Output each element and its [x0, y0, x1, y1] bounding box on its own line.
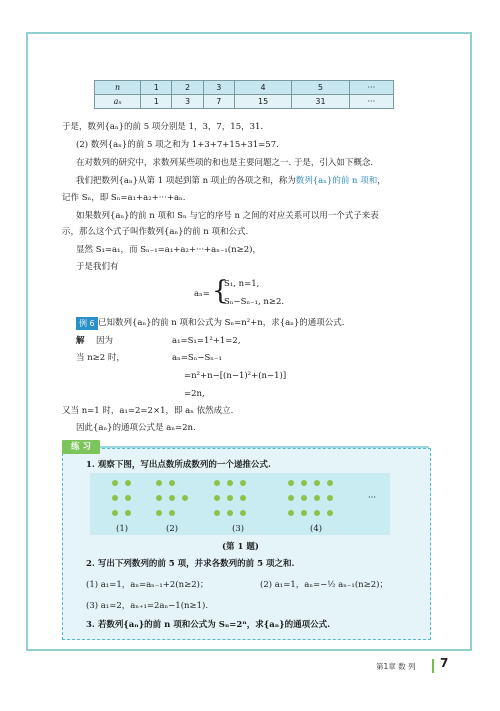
table-cell: 1: [141, 81, 172, 95]
table-cell: 31: [292, 95, 349, 109]
pattern-dot: [240, 510, 246, 516]
text-span: 我们把数列{aₙ}从第 1 项起到第 n 项止的各项之和，称为: [76, 176, 296, 186]
bottom-border: [26, 649, 472, 651]
pattern-dot: [169, 495, 175, 501]
figure-label: (1): [116, 524, 129, 534]
pattern-dot: [156, 495, 162, 501]
text-line: 如果数列{aₙ}的前 n 项和 Sₙ 与它的序号 n 之间的对应关系可以用一个式子来表: [76, 211, 379, 221]
pattern-dot: [125, 495, 131, 501]
pattern-dot: [327, 510, 333, 516]
pattern-dot: [301, 510, 307, 516]
pattern-dot: [314, 495, 320, 501]
formula-case-2: Sₙ−Sₙ₋₁, n≥2.: [224, 297, 285, 307]
pattern-dot: [125, 480, 131, 486]
table-cell: 2: [172, 81, 203, 95]
sequence-table: [94, 80, 394, 109]
text-line: 在对数列的研究中，求数列某些项的和也是主要问题之一. 于是，引入如下概念.: [76, 158, 374, 168]
text-line: 于是我们有: [76, 262, 119, 272]
chapter-footer: 第1章 数 列: [376, 662, 416, 671]
table-cell: 3: [172, 95, 203, 109]
text-line: 示，那么这个式子叫作数列{aₙ}的前 n 项和公式.: [62, 227, 249, 237]
pattern-dot: [314, 510, 320, 516]
pattern-dot: [214, 480, 220, 486]
pattern-dot: [227, 510, 233, 516]
table-cell: 4: [234, 81, 291, 95]
table-cell: aₙ: [95, 95, 141, 109]
table-cell: 3: [203, 81, 234, 95]
pattern-dot: [301, 480, 307, 486]
pattern-dot: [156, 480, 162, 486]
formula-lhs: aₙ=: [194, 289, 210, 299]
table-cell: 15: [234, 95, 291, 109]
table-cell: 7: [203, 95, 234, 109]
practice-subquestion: (3) a₁=2，aₙ₊₁=2aₙ−1(n≥1).: [86, 601, 209, 611]
practice-bar: [100, 446, 429, 448]
practice-question-1: 1. 观察下图，写出点数所成数列的一个递推公式.: [86, 460, 271, 470]
page-number: 7: [440, 656, 449, 670]
table-cell: ···: [349, 81, 393, 95]
figure-label: (3): [232, 524, 245, 534]
pattern-dot: [169, 480, 175, 486]
formula-case-1: S₁, n=1,: [224, 279, 260, 289]
pattern-dot: [288, 510, 294, 516]
table-row: [95, 95, 394, 109]
pattern-dot: [240, 495, 246, 501]
example-statement: 已知数列{aₙ}的前 n 项和公式为 Sₙ=n²+n，求{aₙ}的通项公式.: [98, 318, 345, 328]
solution-formula: =n²+n−[(n−1)²+(n−1)]: [184, 371, 287, 381]
text-line: 显然 S₁=a₁，而 Sₙ₋₁=a₁+a₂+···+aₙ₋₁(n≥2)，: [76, 245, 261, 255]
text-line: (2) 数列{aₙ}的前 5 项之和为 1+3+7+15+31=57.: [76, 140, 279, 150]
figure-ellipsis: ···: [368, 493, 377, 503]
practice-subquestion: (2) a₁=1，aₙ=−½ aₙ₋₁(n≥2)；: [260, 580, 388, 590]
text-line: 记作 Sₙ，即 Sₙ=a₁+a₂+···+aₙ.: [62, 193, 186, 203]
practice-question-3: 3. 若数列{aₙ}的前 n 项和公式为 Sₙ=2ⁿ，求{aₙ}的通项公式.: [86, 620, 331, 630]
table-header-row: [95, 81, 394, 95]
pattern-dot: [214, 510, 220, 516]
brace-symbol: {: [212, 276, 229, 306]
solution-formula: =2n,: [184, 389, 205, 399]
table-cell: 5: [292, 81, 349, 95]
solution-text: 当 n≥2 时，: [76, 353, 125, 363]
pattern-dot: [112, 510, 118, 516]
table-cell: ···: [349, 95, 393, 109]
pattern-dot: [301, 495, 307, 501]
pattern-dot: [327, 480, 333, 486]
pattern-dot: [314, 480, 320, 486]
definition-line: [76, 176, 386, 187]
solution-text: 因此{aₙ}的通项公式是 aₙ=2n.: [76, 423, 196, 433]
practice-tab: 练 习: [62, 440, 100, 454]
example-badge: 例 6: [76, 317, 98, 330]
top-border: [26, 32, 472, 34]
practice-question-2: 2. 写出下列数列的前 5 项，并求各数列的前 5 项之和.: [86, 559, 295, 569]
text-line: 于是，数列{aₙ}的前 5 项分别是 1，3，7，15，31.: [62, 122, 264, 132]
figure-label: (4): [310, 524, 323, 534]
solution-label: 解: [76, 336, 85, 346]
solution-text: 因为: [96, 336, 114, 346]
pattern-dot: [182, 495, 188, 501]
pattern-dot: [227, 495, 233, 501]
pattern-dot: [125, 510, 131, 516]
highlighted-term: 数列{aₙ}的前 n 项和: [295, 176, 378, 186]
table-cell: 1: [141, 95, 172, 109]
right-border: [470, 34, 472, 649]
pattern-dot: [288, 495, 294, 501]
pattern-dot: [156, 510, 162, 516]
left-border: [26, 34, 28, 649]
pattern-dot: [112, 480, 118, 486]
footer-bar: [432, 659, 434, 673]
solution-text: 又当 n=1 时，a₁=2=2×1，即 aₙ 依然成立.: [62, 406, 234, 416]
text-span: ，: [377, 176, 386, 186]
practice-subquestion: (1) a₁=1，aₙ=aₙ₋₁+2(n≥2)；: [86, 580, 209, 590]
table-cell: n: [95, 81, 141, 95]
pattern-dot: [240, 480, 246, 486]
figure-caption: (第 1 题): [222, 542, 259, 552]
solution-formula: a₁=S₁=1²+1=2,: [172, 336, 241, 346]
pattern-dot: [227, 480, 233, 486]
pattern-dot: [327, 495, 333, 501]
figure-label: (2): [166, 524, 179, 534]
solution-formula: aₙ=Sₙ−Sₙ₋₁: [172, 353, 222, 363]
pattern-dot: [214, 495, 220, 501]
pattern-dot: [288, 480, 294, 486]
pattern-dot: [112, 495, 118, 501]
pattern-dot: [169, 510, 175, 516]
